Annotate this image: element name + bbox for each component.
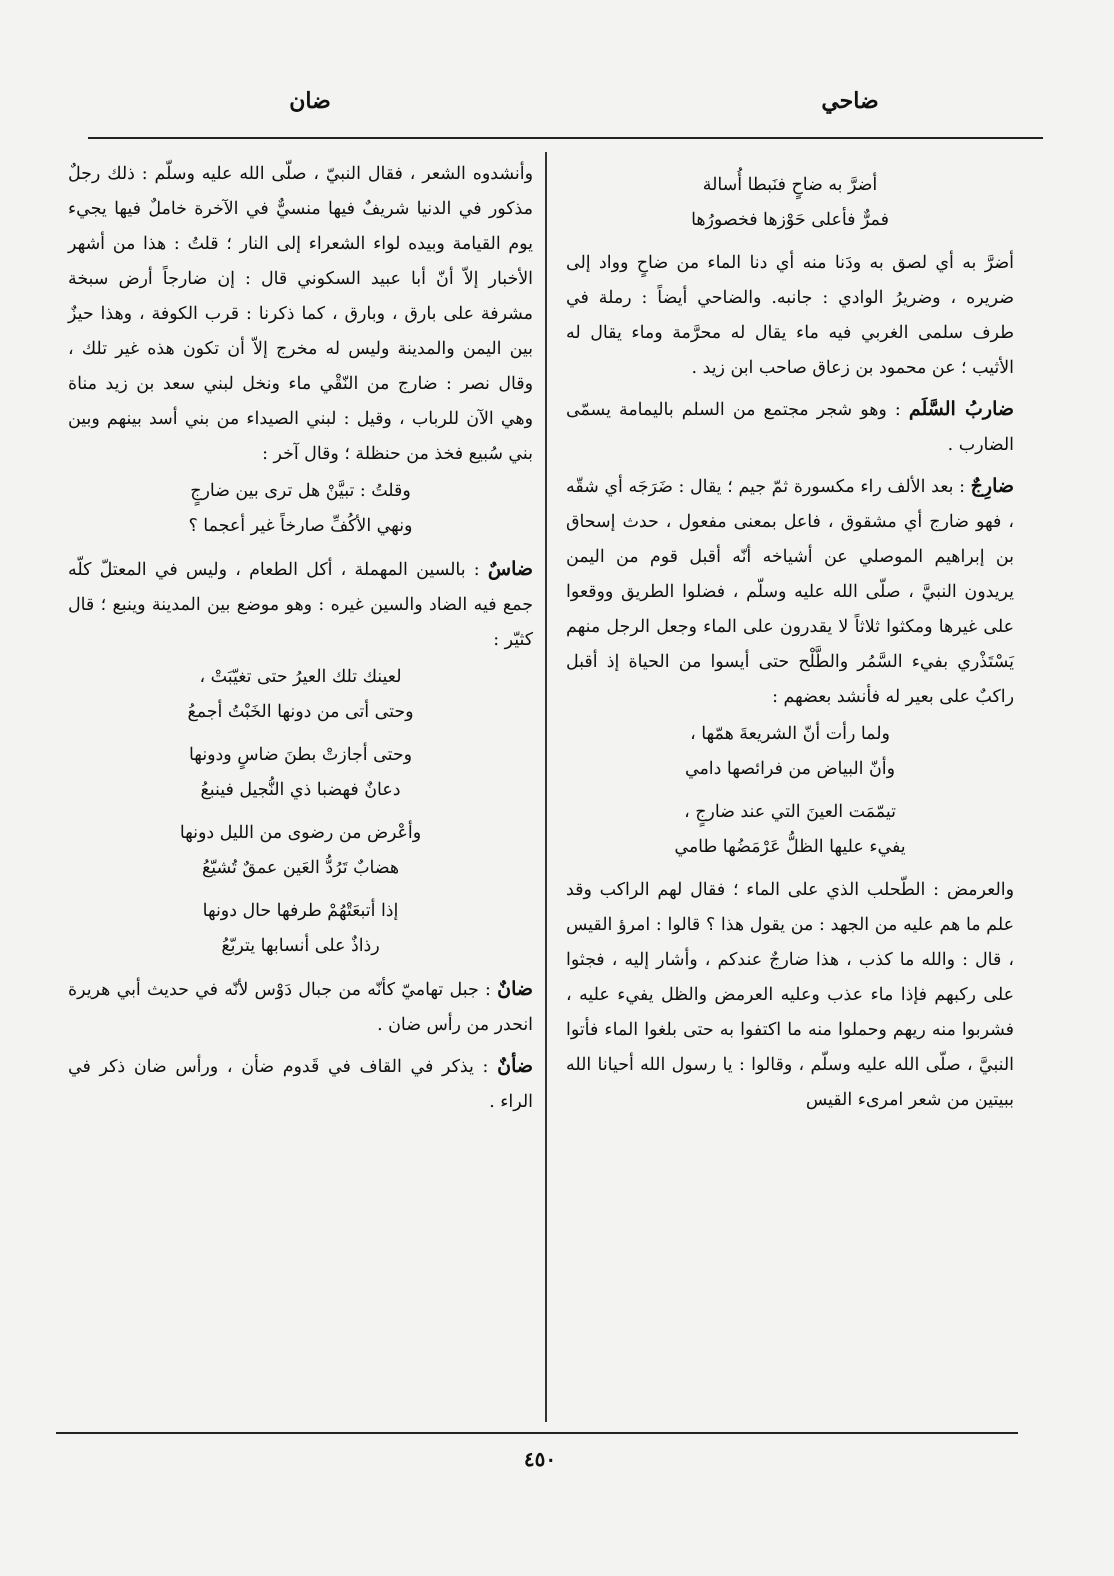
header-right-title: ضاحي [821, 88, 879, 114]
top-rule [88, 137, 1043, 139]
verse-line: ولما رأت أنّ الشريعةَ همّها ، [690, 724, 890, 744]
verse [68, 816, 533, 886]
paragraph: أضرَّ به أي لصق به ودَنا منه أي دنا الماء من ضاحٍ وواد إلى ضريره ، وضريرُ الوادي : جانبه. والضاحي أيضاً : رملة في طرف سلمى الغربي فيه ماء يقال له محرَّمة وماء يقال له الأثيب ؛ عن محمود بن زعاق صاحب ابن زيد . [566, 253, 1014, 378]
verse-line: وأعْرض من رضوى من الليل دونها [179, 823, 422, 843]
verse-line: لعينك تلك العيرُ حتى تغيّبَتْ ، [199, 667, 402, 687]
verse [68, 660, 533, 730]
entry-darij [566, 469, 1014, 715]
verse [68, 894, 533, 964]
verse-line: وقلتُ : تبيَّنْ هل ترى بين ضارجٍ [190, 481, 411, 501]
entry-headword: ضأنٌ [497, 1055, 533, 1077]
left-column [68, 157, 533, 1120]
entry-text: : بعد الألف راء مكسورة ثمّ جيم ؛ يقال : ضَرَجَه أي شقّه ، فهو ضارج أي مشقوق ، فاعل بمعنى مفعول ، حدث إسحاق بن إبراهيم الموصلي عن أشياخه أنّه أقبل قوم من اليمن يريدون النبيَّ ، صلّى الله عليه وسلّم ، فضلوا الطريق ووقعوا على غيرها ومكثوا ثلاثاً لا يقدرون على الماء وجعل الرجل منهم يَسْتَذْري بفيء السَّمُر والطَّلْح حتى أيسوا من الحياة إذ أقبل راكبٌ على بعير له فأنشد بعضهم : [566, 477, 1014, 707]
verse-line: وأنّ البياض من فرائصها دامي [685, 759, 895, 779]
bottom-rule [56, 1432, 1018, 1434]
entry-headword: ضاسٌ [487, 558, 533, 580]
entry-text: : يذكر في القاف في قَدوم ضأن ، ورأس ضان ذكر في الراء . [68, 1057, 533, 1112]
entry-text: : جبل تهاميّ كأنّه من جبال دَوْس لأنّه في حديث أبي هريرة انحدر من رأس ضان . [68, 980, 533, 1035]
verse-line: وحتى أتى من دونها الخَبْتُ أجمعُ [187, 702, 414, 722]
verse-line: دعانٌ فهضبا ذي النُّجيل فينبعُ [200, 780, 401, 800]
paragraph: وأنشدوه الشعر ، فقال النبيّ ، صلّى الله عليه وسلّم : ذلك رجلٌ مذكور في الدنيا شريفٌ فيها منسيٌّ في الآخرة خاملٌ فيها يجيء يوم القيامة وبيده لواء الشعراء إلى النار ؛ قلتُ : هذا من أشهر الأخبار إلاّ أنّ أبا عبيد السكوني قال : إن ضارجاً أرض سبخة مشرفة على بارق ، وبارق ، كما ذكرنا : قرب الكوفة ، وهذا حيزٌ بين اليمن والمدينة وليس له مخرج إلاّ أن تكون هذه غير تلك ، وقال نصر : ضارج من النّقْي ماء ونخل لبني سعد بن زيد مناة وهي الآن للرباب ، وقيل : لبني الصيداء من بني أسد بينهم وبين بني سُبيع فخذ من حنظلة ؛ وقال آخر : [68, 164, 533, 464]
verse [68, 474, 533, 544]
verse-line: وحتى أجازتْ بطنَ ضاسٍ ودونها [189, 745, 412, 765]
verse-line: يفيء عليها الظلُّ عَرْمَضُها طامي [674, 837, 906, 857]
verse-line: فمرٌّ فأعلى حَوْزها فخصورُها [691, 210, 889, 230]
entry-text: : بالسين المهملة ، أكل الطعام ، وليس في المعتلّ كلّه جمع فيه الضاد والسين غيره : وهو موضع بين المدينة وينبع ؛ قال كثيّر : [68, 560, 533, 650]
verse-line: رذاذٌ على أنسابها يتربّعُ [221, 936, 380, 956]
verse-line: هضابٌ تَرُدُّ العَين عمقٌ تُشيّعُ [201, 858, 399, 878]
right-column [566, 166, 1014, 1118]
paragraph: والعرمض : الطّحلب الذي على الماء ؛ فقال لهم الراكب وقد علم ما هم عليه من الجهد : من يقول هذا ؟ قالوا : امرؤ القيس ، قال : والله ما كذب ، هذا ضارجٌ عندكم ، وأشار إليه ، فجثوا على ركبهم فإذا ماء عذب وعليه العرمض والظل يفيء عليه ، فشربوا منه ريهم وحملوا منه ما اكتفوا به حتى بلغوا الماء فأتوا النبيَّ ، صلّى الله عليه وسلّم ، وقالوا : يا رسول الله أحيانا الله ببيتين من شعر امرىء القيس [566, 880, 1014, 1110]
entry-headword: ضانٌ [497, 978, 533, 1000]
entry-da-n [68, 1049, 533, 1120]
page-number: ٤٥٠ [523, 1447, 557, 1471]
verse [566, 717, 1014, 787]
entry-das [68, 552, 533, 658]
header-left-title: ضان [289, 88, 331, 114]
verse-line: تيمّمَت العينَ التي عند ضارجٍ ، [684, 802, 896, 822]
verse [566, 795, 1014, 865]
verse-line: أضرَّ به ضاحٍ فنَبطا أُسالة [702, 175, 878, 195]
column-divider [545, 152, 547, 1422]
verse [68, 738, 533, 808]
entry-headword: ضارِجٌ [970, 475, 1014, 497]
entry-dan [68, 972, 533, 1043]
verse-line: ونهي الأكُفِّ صارخاً غير أعجما ؟ [188, 516, 413, 536]
entry-headword: ضاربُ السَّلَم [908, 398, 1014, 420]
entry-text: : وهو شجر مجتمع من السلم باليمامة يسمّى الضارب . [566, 400, 1014, 455]
entry-darib-alsalam [566, 392, 1014, 463]
verse [566, 168, 1014, 238]
verse-line: إذا أتبعَتْهُمْ طرفها حال دونها [202, 901, 399, 921]
